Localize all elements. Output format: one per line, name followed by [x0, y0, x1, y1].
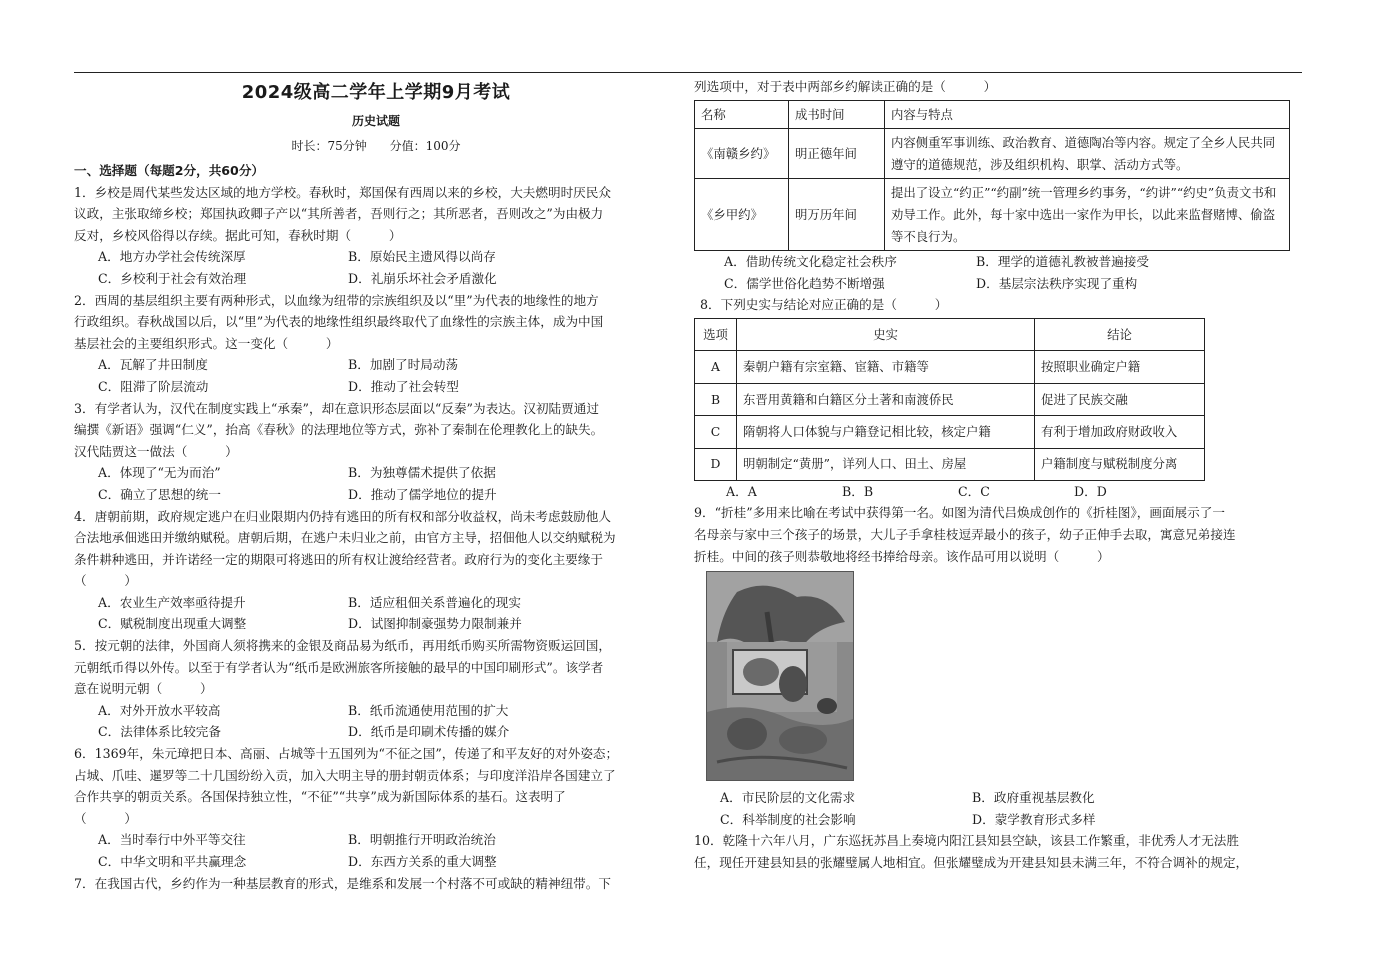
- option-a[interactable]: A．当时奉行中外平等交往: [98, 832, 246, 848]
- option-group: [74, 246, 678, 289]
- left-column: [74, 74, 678, 894]
- question-line: 2．西周的基层组织主要有两种形式，以血缘为纽带的宗族组织及以“里”为代表的地缘性的地方: [74, 292, 599, 308]
- table-header-cell: 结论: [1035, 318, 1205, 350]
- table-cell: 按照职业确定户籍: [1035, 351, 1205, 383]
- table-header-cell: 史实: [737, 318, 1035, 350]
- table-cell: 内容侧重军事训练、政治教育、道德陶冶等内容。规定了全乡人民共同遵守的道德规范，涉及组织机构、职掌、活动方式等。: [885, 129, 1290, 179]
- question-line: 任，现任开建县知县的张耀璧属人地相宜。但张耀璧成为开建县知县未满三年，不符合调补的规定，: [694, 855, 1249, 871]
- table-cell: C: [695, 416, 737, 448]
- table-header-cell: 选项: [695, 318, 737, 350]
- question-line: 汉代陆贾这一做法（ ）: [74, 443, 238, 459]
- option-group: [694, 787, 1304, 830]
- question-line: 4．唐朝前期，政府规定逃户在归业限期内仍持有逃田的所有权和部分收益权，尚未考虑鼓励他人: [74, 508, 611, 524]
- question-line: 3．有学者认为，汉代在制度实践上“承秦”，却在意识形态层面以“反秦”为表达。汉初陆贾通过: [74, 400, 599, 416]
- question-line: 10．乾隆十六年八月，广东巡抚苏昌上奏境内阳江县知县空缺，该县工作繁重，非优秀人才无法胜: [694, 833, 1239, 849]
- table-cell: A: [695, 351, 737, 383]
- option-a[interactable]: A．地方办学社会传统深厚: [98, 249, 246, 265]
- table-cell: 秦朝户籍有宗室籍、宦籍、市籍等: [737, 351, 1035, 383]
- option-a[interactable]: A．市民阶层的文化需求: [720, 790, 856, 806]
- option-group: [74, 354, 678, 397]
- option-c[interactable]: C．赋税制度出现重大调整: [98, 616, 247, 632]
- question-2: [74, 290, 678, 398]
- top-rule: [74, 72, 1302, 73]
- option-b[interactable]: B．明朝推行开明政治统治: [348, 832, 496, 848]
- exam-title: 2024级高二学年上学期9月考试: [241, 82, 511, 103]
- option-d[interactable]: D．D: [1074, 483, 1107, 499]
- option-d[interactable]: D．东西方关系的重大调整: [348, 854, 497, 869]
- table-cell: 促进了民族交融: [1035, 383, 1205, 415]
- zhegui-painting-image: [706, 571, 854, 781]
- table-cell: 明万历年间: [789, 179, 885, 251]
- option-a[interactable]: A．A: [726, 483, 757, 499]
- question-5: [74, 635, 678, 743]
- option-a[interactable]: A．体现了“无为而治”: [98, 465, 221, 481]
- option-d[interactable]: D．蒙学教育形式多样: [972, 811, 1096, 827]
- table-cell: 明朝制定“黄册”，详列人口、田土、房屋: [737, 448, 1035, 480]
- table-row: [695, 179, 1290, 251]
- option-c[interactable]: C．C: [958, 483, 990, 499]
- question-line: 基层社会的主要组织形式。这一变化（ ）: [74, 335, 339, 351]
- table-cell: B: [695, 383, 737, 415]
- option-b[interactable]: B．纸币流通使用范围的扩大: [348, 702, 509, 718]
- option-c[interactable]: C．阻滞了阶层流动: [98, 378, 209, 394]
- table-cell: 东晋用黄籍和白籍区分土著和南渡侨民: [737, 383, 1035, 415]
- huji-table: [694, 318, 1205, 481]
- table-row: [695, 129, 1290, 179]
- option-group: [694, 481, 1304, 503]
- option-a[interactable]: A．对外开放水平较高: [98, 702, 221, 718]
- option-d[interactable]: D．推动了儒学地位的提升: [348, 486, 497, 502]
- table-cell: 明正德年间: [789, 129, 885, 179]
- option-a[interactable]: A．借助传统文化稳定社会秩序: [724, 254, 897, 270]
- table-header-cell: 内容与特点: [885, 100, 1290, 129]
- question-line: 行政组织。春秋战国以后，以“里”为代表的地缘性组织最终取代了血缘性的宗族主体，成为中国: [74, 314, 604, 330]
- question-10: [694, 830, 1304, 873]
- exam-subject: 历史试题: [351, 114, 400, 128]
- table-cell: 隋朝将人口体貌与户籍登记相比较，核定户籍: [737, 416, 1035, 448]
- exam-score: 分值：100分: [389, 139, 461, 153]
- question-line: （ ）: [74, 810, 137, 826]
- option-d[interactable]: D．试图抑制豪强势力限制兼并: [348, 616, 522, 632]
- question-line: 编撰《新语》强调“仁义”，抬高《春秋》的法理地位等方式，弥补了秦制在伦理教化上的缺失。: [74, 422, 604, 438]
- question-7-continued: 列选项中，对于表中两部乡约解读正确的是（ ）: [694, 79, 997, 94]
- option-d[interactable]: D．推动了社会转型: [348, 378, 459, 394]
- option-c[interactable]: C．确立了思想的统一: [98, 486, 221, 502]
- question-line: 1．乡校是周代某些发达区域的地方学校。春秋时，郑国保有西周以来的乡校，大夫燃明时厌民众: [74, 184, 611, 200]
- option-d[interactable]: D．纸币是印刷术传播的媒介: [348, 724, 510, 740]
- question-4: [74, 506, 678, 636]
- option-b[interactable]: B．政府重视基层教化: [972, 790, 1095, 806]
- table-header-row: [695, 100, 1290, 129]
- option-c[interactable]: C．科举制度的社会影响: [720, 811, 856, 827]
- option-c[interactable]: C．中华文明和平共赢理念: [98, 854, 247, 869]
- table-row: [695, 416, 1205, 448]
- option-b[interactable]: B．原始民主遗风得以尚存: [348, 249, 496, 265]
- question-line: 条件耕种逃田，并许诺经一定的期限可将逃田的所有权让渡给经营者。政府行为的变化主要缘于: [74, 551, 603, 567]
- option-c[interactable]: C．乡校利于社会有效治理: [98, 270, 247, 286]
- question-1: [74, 182, 678, 290]
- question-line: 9．“折桂”多用来比喻在考试中获得第一名。如图为清代吕焕成创作的《折桂图》，画面展示了一: [694, 505, 1225, 521]
- question-line: 合作共享的朝贡关系。各国保持独立性，“不征”“共享”成为新国际体系的基石。这表明了: [74, 789, 566, 805]
- option-a[interactable]: A．农业生产效率亟待提升: [98, 594, 246, 610]
- question-line: 名母亲与家中三个孩子的场景，大儿子手拿桂枝逗弄最小的孩子，幼子正伸手去取，寓意兄弟接连: [694, 527, 1236, 543]
- option-group: [694, 251, 1304, 294]
- table-header-cell: 成书时间: [789, 100, 885, 129]
- question-line: 意在说明元朝（ ）: [74, 681, 213, 697]
- question-line: （ ）: [74, 573, 137, 589]
- option-b[interactable]: B．为独尊儒术提供了依据: [348, 465, 496, 481]
- question-line: 6．1369年，朱元璋把日本、高丽、占城等十五国列为“不征之国”，传递了和平友好的对外姿态；: [74, 746, 619, 762]
- table-cell: 《南赣乡约》: [695, 129, 789, 179]
- table-cell: 有利于增加政府财政收入: [1035, 416, 1205, 448]
- question-line: 议政，主张取缔乡校；郑国执政卿子产以“其所善者，吾则行之；其所恶者，吾则改之”为由极力: [74, 206, 604, 222]
- option-group: [74, 592, 678, 635]
- table-cell: D: [695, 448, 737, 480]
- table-cell: 《乡甲约》: [695, 179, 789, 251]
- option-b[interactable]: B．加剧了时局动荡: [348, 357, 459, 373]
- option-group: [74, 829, 678, 872]
- question-3: [74, 398, 678, 506]
- question-line: 5．按元朝的法律，外国商人须将携来的金银及商品易为纸币，再用纸币购买所需物资贩运回国，: [74, 638, 611, 654]
- option-d[interactable]: D．基层宗法秩序实现了重构: [976, 275, 1138, 291]
- question-line: 元朝纸币得以外传。以至于有学者认为“纸币是欧洲旅客所接触的最早的中国印刷形式”。该学者: [74, 659, 604, 675]
- question-7-intro: 7．在我国古代，乡约作为一种基层教育的形式，是维系和发展一个村落不可或缺的精神纽带。下: [74, 875, 611, 891]
- option-c[interactable]: C．儒学世俗化趋势不断增强: [724, 275, 885, 291]
- option-b[interactable]: B．理学的道德礼教被普遍接受: [976, 254, 1149, 270]
- option-b[interactable]: B．B: [842, 483, 874, 499]
- question-8: 8．下列史实与结论对应正确的是（ ）: [700, 297, 948, 313]
- table-row: [695, 351, 1205, 383]
- option-d[interactable]: D．礼崩乐坏社会矛盾激化: [348, 270, 497, 286]
- table-cell: 提出了设立“约正”“约副”统一管理乡约事务，“约讲”“约史”负责文书和劝导工作。此外，每十家中选出一家作为甲长，以此来监督赌博、偷盗等不良行为。: [885, 179, 1290, 251]
- section-heading: 一、选择题（每题2分，共60分）: [74, 163, 265, 178]
- option-group: [74, 700, 678, 743]
- table-header-row: [695, 318, 1205, 350]
- painting-illustration: [707, 572, 854, 781]
- question-line: 合法地承佃逃田并缴纳赋税。唐朝后期，在逃户未归业之前，由官方主导，招佃他人以交纳赋税为: [74, 530, 616, 546]
- table-cell: 户籍制度与赋税制度分离: [1035, 448, 1205, 480]
- question-6: [74, 743, 678, 873]
- xiangyue-table: [694, 100, 1290, 252]
- option-a[interactable]: A．瓦解了井田制度: [98, 357, 208, 373]
- question-line: 占城、爪哇、暹罗等二十几国纷纷入贡，加入大明主导的册封朝贡体系；与印度洋沿岸各国建立了: [74, 767, 616, 783]
- right-column: [694, 74, 1304, 874]
- question-line: 反对，乡校风俗得以存续。据此可知，春秋时期（ ）: [74, 227, 402, 243]
- table-header-cell: 名称: [695, 100, 789, 129]
- option-b[interactable]: B．适应租佃关系普遍化的现实: [348, 594, 521, 610]
- question-line: 折桂。中间的孩子则恭敬地将经书捧给母亲。该作品可用以说明（ ）: [694, 548, 1110, 564]
- table-row: [695, 383, 1205, 415]
- option-c[interactable]: C．法律体系比较完备: [98, 724, 221, 740]
- exam-meta: [74, 137, 678, 154]
- question-9: [694, 502, 1304, 567]
- exam-duration: 时长：75分钟: [291, 139, 367, 153]
- table-row: [695, 448, 1205, 480]
- option-group: [74, 462, 678, 505]
